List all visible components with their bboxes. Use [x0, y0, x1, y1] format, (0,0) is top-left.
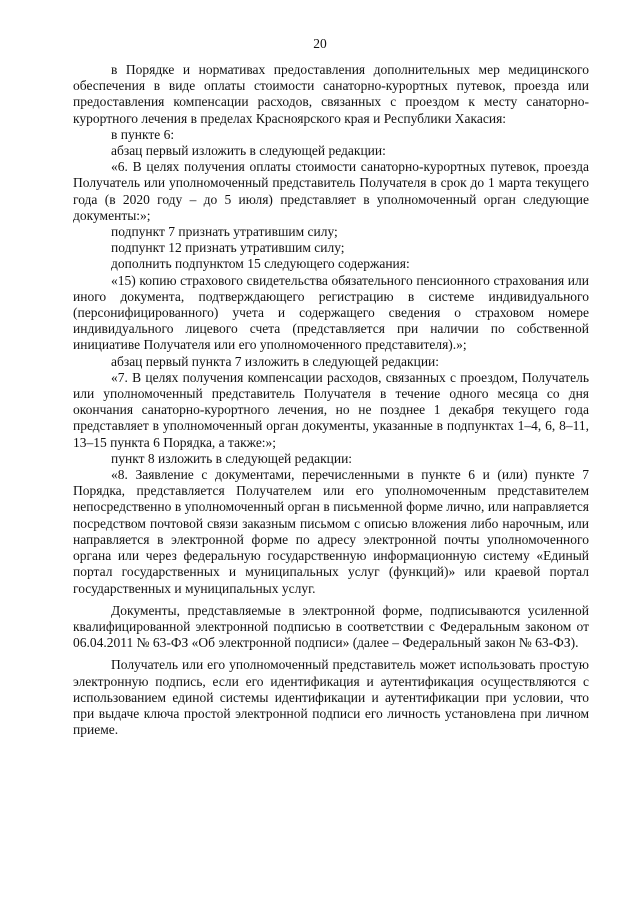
paragraph: в Порядке и нормативах предоставления дополнительных мер медицинского обеспечения в виде оплаты стоимости санаторно-курортных путевок, проезда или предоставления компенсации расходов, связанных с проездом к месту санаторно-курортного лечения в пределах Красноярского края и Республики Хакасия: [73, 62, 589, 126]
paragraph: Получатель или его уполномоченный представитель может использовать простую электронную подпись, если его идентификация и аутентификация осуществляются с использованием единой системы идентификации и аутентификации при условии, что при выдаче ключа простой электронной подписи его личность установлена при личном приеме. [73, 657, 589, 738]
paragraph: в пункте 6: [111, 126, 175, 142]
paragraph: подпункт 12 признать утратившим силу; [111, 240, 345, 256]
paragraph: «7. В целях получения компенсации расходов, связанных с проездом, Получатель или уполномоченный представитель Получателя в течение одного месяца со дня окончания санаторно-курортного лечения, но не позднее 1 декабря текущего года представляет в уполномоченный орган документы, указанные в подпунктах 1–4, 6, 8–11, 13–15 пункта 6 Порядка, а также:»; [73, 369, 589, 450]
paragraph: пункт 8 изложить в следующей редакции: [111, 450, 353, 466]
paragraph: дополнить подпунктом 15 следующего содержания: [111, 256, 410, 272]
paragraph: «6. В целях получения оплаты стоимости санаторно-курортных путевок, проезда Получатель или уполномоченный представитель Получателя в срок до 1 марта текущего года (в 2020 году – до 5 июля) представляет в уполномоченный орган следующие документы:»; [73, 159, 589, 223]
paragraph: абзац первый пункта 7 изложить в следующей редакции: [111, 353, 440, 369]
document-body [73, 62, 589, 738]
page-number: 20 [313, 36, 327, 51]
paragraph: абзац первый изложить в следующей редакции: [111, 143, 386, 159]
paragraph: «8. Заявление с документами, перечисленными в пункте 6 и (или) пункте 7 Порядка, представляется Получателем или его уполномоченным представителем непосредственно в уполномоченный орган в письменной форме лично, или направляется посредством почтовой связи заказным письмом с описью вложения либо нарочным, или направляется в электронной форме по адресу электронной почты уполномоченного органа или через федеральную государственную информационную систему «Единый портал государственных и муниципальных услуг (функций)» или краевой портал государственных и муниципальных услуг. [73, 467, 589, 596]
paragraph: подпункт 7 признать утратившим силу; [111, 224, 338, 240]
paragraph: «15) копию страхового свидетельства обязательного пенсионного страхования или иного документа, подтверждающего регистрацию в системе индивидуального (персонифицированного) учета и содержащего сведения о страховом номере индивидуального лицевого счета (представляется при наличии по собственной инициативе Получателя или его уполномоченного представителя).»; [73, 272, 589, 353]
paragraph: Документы, представляемые в электронной форме, подписываются усиленной квалифицированной электронной подписью в соответствии с Федеральным законом от 06.04.2011 № 63-ФЗ «Об электронной подписи» (далее – Федеральный закон № 63-ФЗ). [73, 602, 589, 651]
